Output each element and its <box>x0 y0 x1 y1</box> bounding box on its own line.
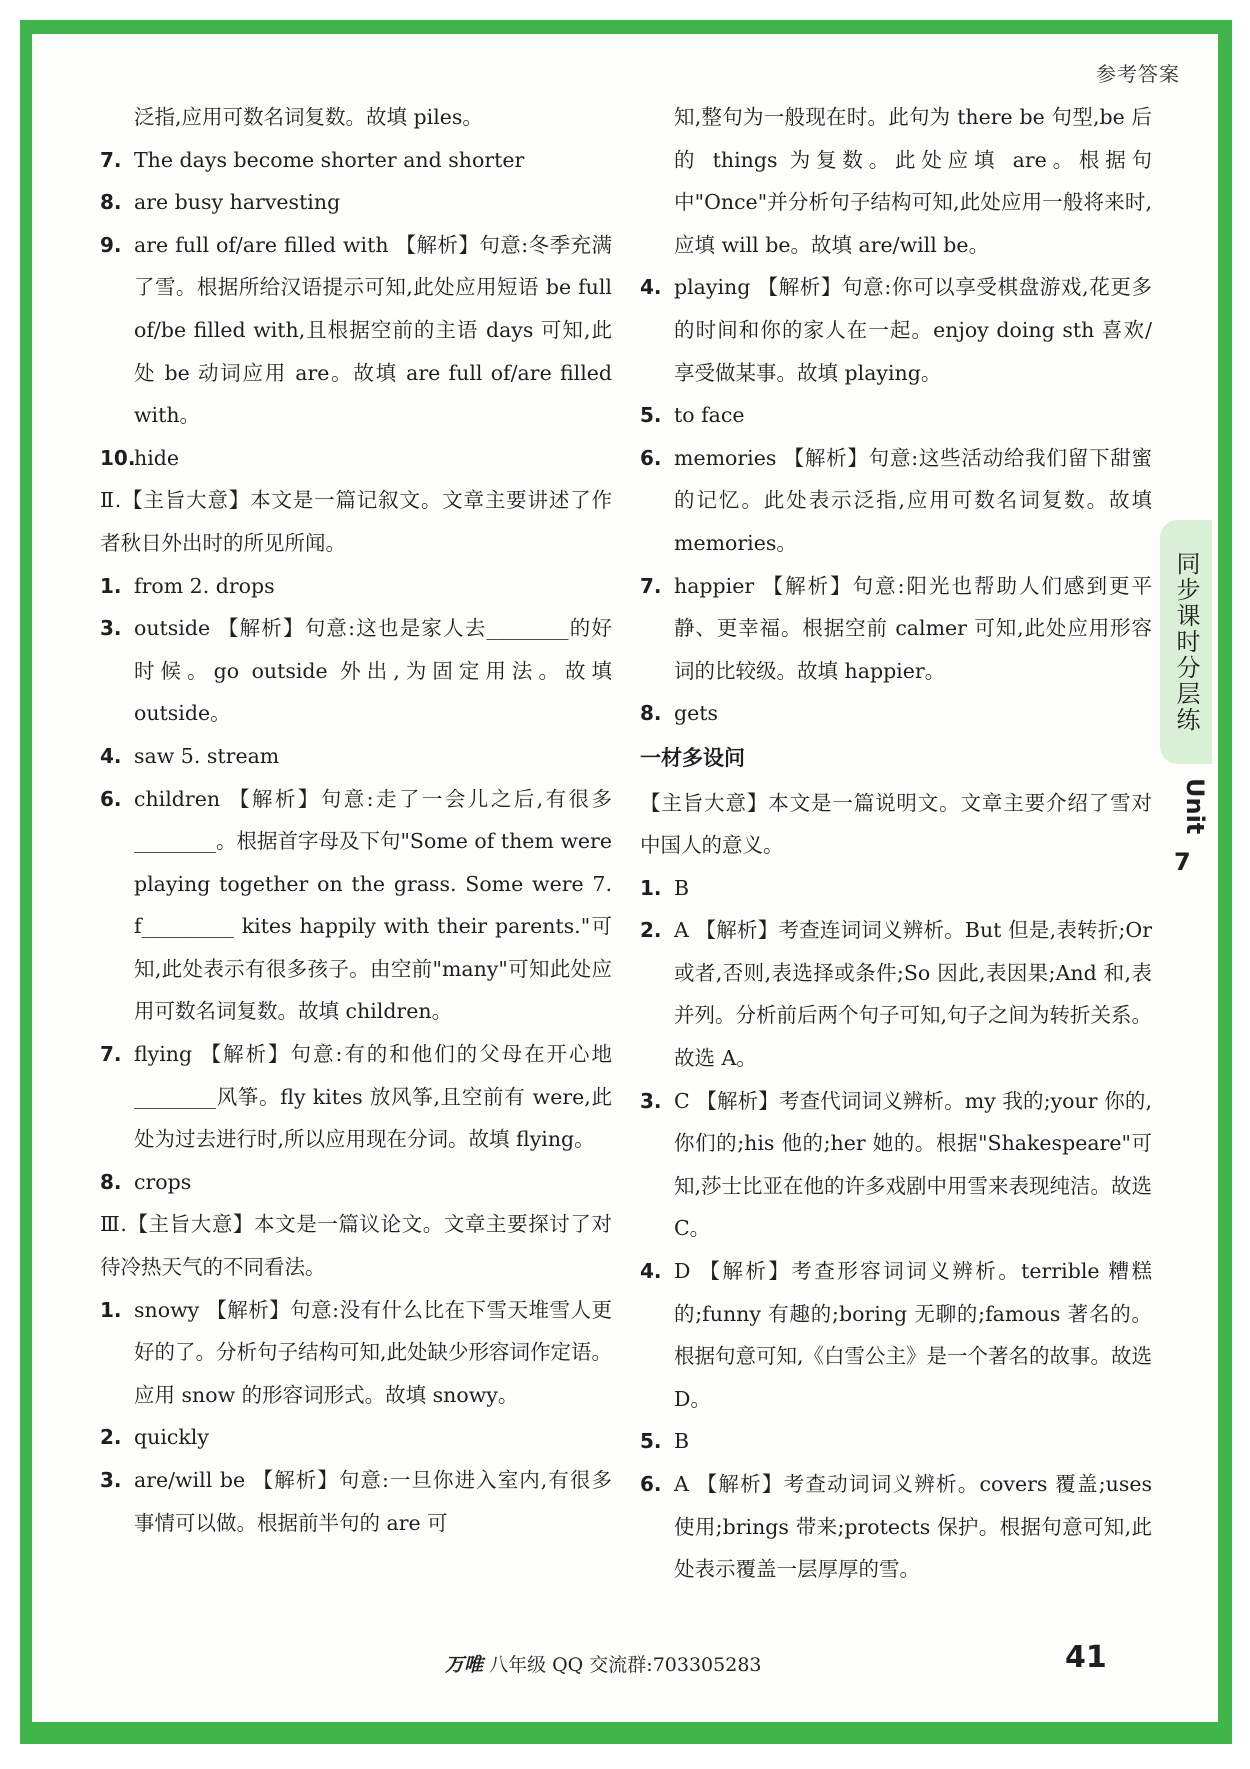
answer-item <box>100 224 612 437</box>
answer-number: 7. <box>640 573 662 598</box>
answer-text: hide <box>134 445 180 470</box>
answer-item <box>100 607 612 735</box>
answer-text: C 【解析】考查代词词义辨析。my 我的;your 你的,你们的;his 他的;her 她的。根据"Shakespeare"可知,莎士比亚在他的许多戏剧中用雪来表现纯洁。故选 C。 <box>674 1088 1153 1241</box>
answer-text: quickly <box>134 1425 209 1450</box>
section-summary: Ⅲ.【主旨大意】本文是一篇议论文。文章主要探讨了对待冷热天气的不同看法。 <box>100 1212 612 1280</box>
answer-number: 6. <box>640 1472 662 1496</box>
section-heading: 一材多设问 <box>640 745 745 770</box>
answer-text: snowy 【解析】句意:没有什么比在下雪天堆雪人更好的了。分析句子结构可知,此处缺少形容词作定语。应用 snow 的形容词形式。故填 snowy。 <box>134 1297 613 1407</box>
answer-item <box>640 1250 1152 1420</box>
answer-text: memories 【解析】句意:这些活动给我们留下甜蜜的记忆。此处表示泛指,应用可数名词复数。故填 memories。 <box>674 445 1152 555</box>
answer-item <box>640 565 1152 693</box>
answer-item <box>100 1289 612 1417</box>
answer-text: flying 【解析】句意:有的和他们的父母在开心地________风筝。fly kites 放风筝,且空前有 were,此处为过去进行时,所以应用现在分词。故填 flying。 <box>134 1042 612 1152</box>
answer-item <box>640 692 1152 735</box>
page-number: 41 <box>1065 1640 1107 1675</box>
answer-item <box>100 735 612 778</box>
answer-text: gets <box>674 701 719 726</box>
footer <box>445 1650 762 1677</box>
answer-text: A 【解析】考查连词词义辨析。But 但是,表转折;Or 或者,否则,表选择或条件;So 因此,表因果;And 和,表并列。分析前后两个句子可知,句子之间为转折关系。故选 A。 <box>674 918 1153 1071</box>
frame-bottom-border <box>20 1722 1232 1744</box>
answer-number: 3. <box>100 1468 122 1492</box>
answer-number: 1. <box>640 875 662 900</box>
answer-text: happier 【解析】句意:阳光也帮助人们感到更平静、更幸福。根据空前 calmer 可知,此处应用形容词的比较级。故填 happier。 <box>674 573 1152 683</box>
answer-text: saw 5. stream <box>134 743 280 768</box>
answer-number: 7. <box>100 1042 122 1067</box>
section-summary: Ⅱ.【主旨大意】本文是一篇记叙文。文章主要讲述了作者秋日外出时的所见所闻。 <box>100 488 612 555</box>
answer-number: 3. <box>640 1088 662 1113</box>
left-column <box>100 96 612 1544</box>
side-unit-number: 7 <box>1174 848 1191 876</box>
answer-number: 5. <box>640 1429 662 1454</box>
answer-item <box>100 181 612 224</box>
answer-item <box>640 1463 1152 1591</box>
answer-number: 9. <box>100 232 122 257</box>
answer-item <box>100 778 612 1034</box>
footer-text: 八年级 QQ 交流群:703305283 <box>489 1654 762 1676</box>
answer-number: 2. <box>100 1425 122 1450</box>
answer-number: 1. <box>100 573 122 598</box>
answer-number: 8. <box>640 701 662 726</box>
answer-number: 6. <box>640 445 662 470</box>
answer-item <box>640 394 1152 437</box>
side-unit-label: Unit <box>1181 778 1209 835</box>
answer-number: 2. <box>640 918 662 943</box>
answer-item <box>640 1080 1152 1250</box>
answer-text: are/will be 【解析】句意:一旦你进入室内,有很多事情可以做。根据前半句的 are 可 <box>134 1468 612 1535</box>
answer-item <box>640 909 1152 1079</box>
header-label: 参考答案 <box>1096 62 1180 86</box>
frame-left-border <box>20 20 32 1744</box>
answer-text: playing 【解析】句意:你可以享受棋盘游戏,花更多的时间和你的家人在一起。enjoy doing sth 喜欢/享受做某事。故填 playing。 <box>674 275 1152 385</box>
answer-item <box>640 266 1152 394</box>
answer-text: B <box>674 1429 690 1454</box>
answer-number: 4. <box>100 743 122 768</box>
frame-top-border <box>20 20 1232 34</box>
answer-text: outside 【解析】句意:这也是家人去________的好时候。go outside 外出,为固定用法。故填 outside。 <box>134 616 612 726</box>
answer-number: 4. <box>640 275 662 300</box>
answer-item <box>640 1420 1152 1463</box>
answer-item <box>100 565 612 608</box>
answer-text: A 【解析】考查动词词义辨析。covers 覆盖;uses 使用;brings 带来;protects 保护。根据句意可知,此处表示覆盖一层厚厚的雪。 <box>674 1472 1152 1582</box>
answer-text: are full of/are filled with 【解析】句意:冬季充满了雪。根据所给汉语提示可知,此处应用短语 be full of/be filled with,且根据空前的主语 days 可知,此处 be 动词应用 are。故填 are full of/are filled with。 <box>134 232 612 428</box>
answer-text: D 【解析】考查形容词词义辨析。terrible 糟糕的;funny 有趣的;boring 无聊的;famous 著名的。根据句意可知,《白雪公主》是一个著名的故事。故选 D。 <box>674 1259 1153 1411</box>
answer-text: crops <box>134 1169 192 1194</box>
footer-brand-logo: 万唯 <box>445 1654 484 1676</box>
side-tab-label: 同步课时分层练 <box>1160 520 1212 764</box>
answer-text: are busy harvesting <box>134 190 341 215</box>
answer-number: 7. <box>100 147 122 172</box>
answer-number: 8. <box>100 190 122 215</box>
continued-text: 泛指,应用可数名词复数。故填 piles。 <box>134 105 483 129</box>
answer-number: 4. <box>640 1259 662 1284</box>
answer-number: 5. <box>640 403 662 428</box>
answer-item <box>640 867 1152 910</box>
answer-number: 8. <box>100 1169 122 1194</box>
answer-number: 10. <box>100 445 136 470</box>
answer-number: 3. <box>100 616 122 641</box>
section-summary: 【主旨大意】本文是一篇说明文。文章主要介绍了雪对中国人的意义。 <box>640 790 1152 858</box>
answer-item <box>100 1459 612 1544</box>
continued-text: 知,整句为一般现在时。此句为 there be 句型,be 后的 things 为复数。此处应填 are。根据句中"Once"并分析句子结构可知,此处应用一般将来时,应填 will be。故填 are/will be。 <box>674 105 1152 257</box>
answer-item <box>640 437 1152 565</box>
answer-item <box>100 1161 612 1204</box>
answer-text: from 2. drops <box>134 573 275 598</box>
answer-item <box>100 437 612 480</box>
answer-text: to face <box>674 403 745 428</box>
answer-number: 1. <box>100 1297 122 1322</box>
answer-text: children 【解析】句意:走了一会儿之后,有很多________。根据首字母及下句"Some of them were playing together on the grass. Some were 7. f_________ kites happily with their parents."可知,此处表示有很多孩子。由空前"many"可知此处应用可数名词复数。故填 children。 <box>134 786 612 1024</box>
frame-right-border <box>1218 20 1232 1744</box>
answer-item <box>100 1033 612 1161</box>
answer-item <box>100 139 612 182</box>
right-column <box>640 96 1152 1591</box>
answer-text: B <box>674 875 690 900</box>
answer-text: The days become shorter and shorter <box>134 147 525 172</box>
answer-item <box>100 1416 612 1459</box>
answer-number: 6. <box>100 786 122 811</box>
